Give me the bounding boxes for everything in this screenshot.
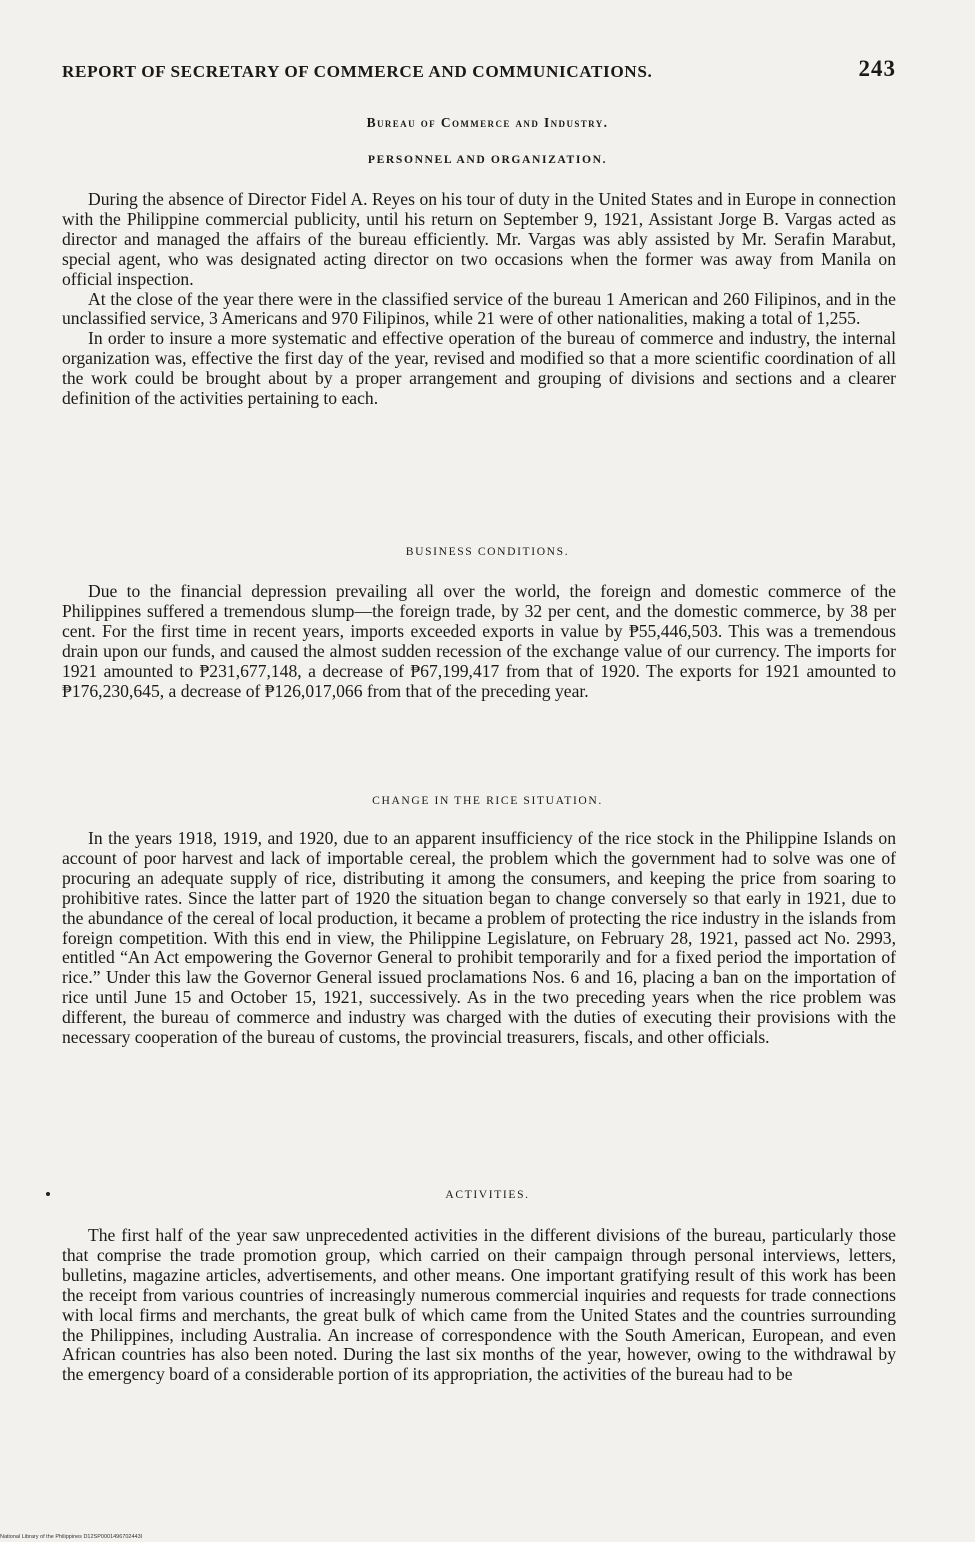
running-head — [62, 56, 896, 86]
paragraph-reorganization: In order to insure a more systematic and effective operation of the bureau of commerce and industry, the internal organization was, effective the first day of the year, revised and modified so that a more scientific coordination of all the work could be brought about by a proper arrangement and grouping of divisions and sections and a clearer definition of the activities pertaining to each. — [62, 328, 896, 409]
bureau-heading: Bureau of Commerce and Industry. — [366, 115, 609, 130]
section-body-personnel — [62, 190, 896, 409]
section-body-rice-situation — [62, 829, 896, 1048]
section-heading-personnel: PERSONNEL AND ORGANIZATION. — [367, 153, 608, 166]
paragraph-trade-slump: Due to the financial depression prevailing all over the world, the foreign and domestic commerce of the Philippines suffered a tremendous slump—the foreign trade, by 32 per cent, and the domestic commerce, by 38 per cent. For the first time in recent years, imports exceeded exports in value by ₱55,446,503. This was a tremendous drain upon our funds, and caused the almost sudden recession of the exchange value of our currency. The imports for 1921 amounted to ₱231,677,148, a decrease of ₱67,199,417 from that of 1920. The exports for 1921 amounted to ₱176,230,645, a decrease of ₱126,017,066 from that of the preceding year. — [62, 581, 896, 701]
section-body-business-conditions — [62, 582, 896, 701]
paragraph-director-absence: During the absence of Director Fidel A. Reyes on his tour of duty in the United States and in Europe in connection with the Philippine commercial publicity, until his return on September 9, 1921, Assistant Jorge B. Vargas acted as director and managed the affairs of the bureau efficiently. Mr. Vargas was ably assisted by Mr. Serafin Marabut, special agent, who was designated acting director on two occasions when the former was away from Manila on official inspection. — [62, 189, 896, 289]
paragraph-rice-situation: In the years 1918, 1919, and 1920, due to an apparent insufficiency of the rice stock in the Philippine Islands on account of poor harvest and lack of importable cereal, the problem which the government had to solve was one of procuring an adequate supply of rice, distributing it among the consumers, and keeping the price from soaring to prohibitive rates. Since the latter part of 1920 the situation began to change conversely so that early in 1921, due to the abundance of the cereal of local production, it became a problem of protecting the rice industry in the islands from foreign competition. With this end in view, the Philippine Legislature, on February 28, 1921, passed act No. 2993, entitled “An Act empowering the Governor General to prohibit temporarily and for a fixed period the importation of rice.” Under this law the Governor General issued proclamations Nos. 6 and 16, placing a ban on the importation of rice until June 15 and October 15, 1921, successively. As in the two preceding years when the rice problem was different, the bureau of commerce and industry was charged with the duties of executing their provisions with the necessary cooperation of the bureau of customs, the provincial treasurers, fiscals, and other officials. — [62, 828, 896, 1048]
section-heading-activities: ACTIVITIES. — [445, 1188, 530, 1201]
section-body-activities — [62, 1226, 896, 1385]
running-title: REPORT OF SECRETARY OF COMMERCE AND COMMUNICATIONS. — [62, 62, 653, 81]
ink-speck — [46, 1192, 50, 1196]
page-number: 243 — [858, 56, 896, 81]
paragraph-staff-count: At the close of the year there were in the classified service of the bureau 1 American and 260 Filipinos, and in the unclassified service, 3 Americans and 970 Filipinos, while 21 were of other nationalities, making a total of 1,255. — [62, 288, 896, 329]
section-heading-rice-situation: CHANGE IN THE RICE SITUATION. — [372, 794, 603, 807]
paragraph-activities: The first half of the year saw unprecedented activities in the different divisions of the bureau, particularly those that comprise the trade promotion group, which carried on their campaign through personal interviews, letters, bulletins, magazine articles, advertisements, and other means. One important gratifying result of this work has been the receipt from various countries of increasingly numerous commercial inquiries and requests for trade connections with local firms and merchants, the great bulk of which came from the United States and the countries surrounding the Philippines, including Australia. An increase of correspondence with the South American, European, and even African countries has also been noted. During the last six months of the year, however, owing to the withdrawal by the emergency board of a considerable portion of its appropriation, the activities of the bureau had to be — [62, 1225, 896, 1385]
library-footer-note: National Library of the Philippines D12SP0001496702443I — [0, 1534, 143, 1540]
section-heading-business-conditions: BUSINESS CONDITIONS. — [405, 545, 570, 558]
